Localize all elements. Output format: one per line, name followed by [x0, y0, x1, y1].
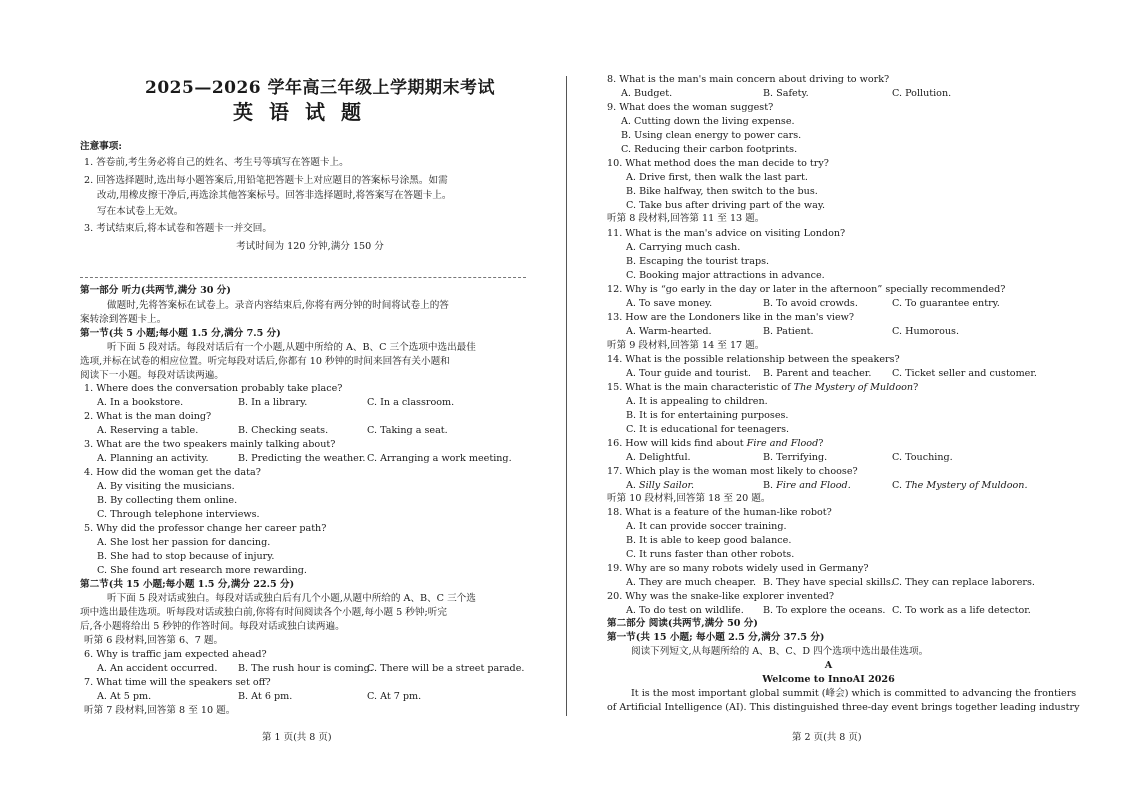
q17-option-c-text: The Mystery of Muldoon. [905, 480, 1028, 491]
question-19: 19. Why are so many robots widely used in Germany? [607, 563, 869, 574]
page-number-left: 第 1 页(共 8 页) [262, 732, 332, 743]
q16-option-b: B. Terrifying. [763, 452, 828, 463]
q5-option-b: B. She had to stop because of injury. [97, 551, 275, 562]
question-16-end: ? [818, 438, 824, 449]
material-7-heading: 听第 7 段材料,回答第 8 至 10 题。 [84, 705, 236, 716]
material-6-heading: 听第 6 段材料,回答第 6、7 题。 [84, 635, 224, 646]
section-rule [80, 277, 526, 278]
q10-option-c: C. Take bus after driving part of the way. [626, 200, 826, 211]
q7-option-c: C. At 7 pm. [367, 691, 422, 702]
q13-option-b: B. Patient. [763, 326, 814, 337]
part2-heading: 第二部分 阅读(共两节,满分 50 分) [607, 618, 758, 629]
q18-option-b: B. It is able to keep good balance. [626, 535, 792, 546]
q11-option-b: B. Escaping the tourist traps. [626, 256, 770, 267]
note-2b: 改动,用橡皮擦干净后,再选涂其他答案标号。回答非选择题时,将答案写在答题卡上。 [97, 190, 452, 201]
q12-option-b: B. To avoid crowds. [763, 298, 858, 309]
passage-title: Welcome to InnoAI 2026 [762, 674, 895, 685]
passage-line-1: It is the most important global summit (峰会) which is committed to advancing the frontiers [631, 688, 1077, 699]
part1-heading: 第一部分 听力(共两节,满分 30 分) [80, 285, 231, 296]
q20-option-c: C. To work as a life detector. [892, 605, 1031, 616]
question-16-play-title: Fire and Flood [746, 438, 819, 449]
q14-option-a: A. Tour guide and tourist. [626, 368, 751, 379]
question-3: 3. What are the two speakers mainly talking about? [84, 439, 336, 450]
q19-option-a: A. They are much cheaper. [626, 577, 757, 588]
q17-option-b [763, 479, 851, 493]
q17-option-b-text: Fire and Flood. [776, 480, 851, 491]
question-8: 8. What is the man's main concern about driving to work? [607, 74, 890, 85]
q14-option-b: B. Parent and teacher. [763, 368, 872, 379]
question-15-text: 15. What is the main characteristic of [607, 382, 794, 393]
q4-option-c: C. Through telephone interviews. [97, 509, 260, 520]
material-8-heading: 听第 8 段材料,回答第 11 至 13 题。 [607, 213, 765, 224]
q18-option-c: C. It runs faster than other robots. [626, 549, 795, 560]
column-divider [566, 76, 567, 716]
note-1: 1. 答卷前,考生务必将自己的姓名、考生号等填写在答题卡上。 [84, 157, 349, 168]
q15-option-a: A. It is appealing to children. [626, 396, 768, 407]
q16-option-c: C. Touching. [892, 452, 953, 463]
question-14: 14. What is the possible relationship between the speakers? [607, 354, 900, 365]
question-2: 2. What is the man doing? [84, 411, 212, 422]
question-18: 18. What is a feature of the human-like robot? [607, 507, 832, 518]
q12-option-c: C. To guarantee entry. [892, 298, 1000, 309]
q8-option-a: A. Budget. [621, 88, 673, 99]
question-4: 4. How did the woman get the data? [84, 467, 261, 478]
part1-intro-1: 做题时,先将答案标在试卷上。录音内容结束后,你将有两分钟的时间将试卷上的答 [107, 300, 449, 311]
q11-option-a: A. Carrying much cash. [626, 242, 741, 253]
q2-option-b: B. Checking seats. [238, 425, 329, 436]
exam-subject-title: 英语试题 [233, 100, 377, 124]
q15-option-b: B. It is for entertaining purposes. [626, 410, 789, 421]
part1-sec1-intro-3: 阅读下一小题。每段对话读两遍。 [80, 370, 224, 381]
q17-option-a-text: Silly Sailor. [639, 480, 695, 491]
q4-option-a: A. By visiting the musicians. [97, 481, 235, 492]
q2-option-a: A. Reserving a table. [97, 425, 199, 436]
q19-option-c: C. They can replace laborers. [892, 577, 1035, 588]
q13-option-c: C. Humorous. [892, 326, 960, 337]
exam-time: 考试时间为 120 分钟,满分 150 分 [236, 241, 384, 252]
q20-option-b: B. To explore the oceans. [763, 605, 886, 616]
part1-sec1-intro-2: 选项,并标在试卷的相应位置。听完每段对话后,你都有 10 秒钟的时间来回答有关小题和 [80, 356, 450, 367]
part1-sec1-intro-1: 听下面 5 段对话。每段对话后有一个小题,从题中所给的 A、B、C 三个选项中选出最佳 [107, 342, 476, 353]
page-number-right: 第 2 页(共 8 页) [792, 732, 862, 743]
q17-option-c [892, 479, 1028, 493]
question-15 [607, 381, 918, 395]
q5-option-c: C. She found art research more rewarding. [97, 565, 307, 576]
part2-sec1-intro: 阅读下列短文,从每题所给的 A、B、C、D 四个选项中选出最佳选项。 [631, 646, 929, 657]
passage-line-2: of Artificial Intelligence (AI). This distinguished three-day event brings together leading industry [607, 702, 1080, 713]
q1-option-c: C. In a classroom. [367, 397, 455, 408]
q5-option-a: A. She lost her passion for dancing. [97, 537, 271, 548]
question-1: 1. Where does the conversation probably take place? [84, 383, 343, 394]
q7-option-b: B. At 6 pm. [238, 691, 293, 702]
q6-option-b: B. The rush hour is coming. [238, 663, 373, 674]
material-9-heading: 听第 9 段材料,回答第 14 至 17 题。 [607, 340, 765, 351]
part1-sec2-heading: 第二节(共 15 小题;每小题 1.5 分,满分 22.5 分) [80, 579, 295, 590]
question-17: 17. Which play is the woman most likely to choose? [607, 466, 858, 477]
question-20: 20. Why was the snake-like explorer invented? [607, 591, 835, 602]
question-15-end: ? [913, 382, 919, 393]
question-15-play-title: The Mystery of Muldoon [793, 382, 914, 393]
q20-option-a: A. To do test on wildlife. [626, 605, 744, 616]
q1-option-a: A. In a bookstore. [97, 397, 184, 408]
q14-option-c: C. Ticket seller and customer. [892, 368, 1037, 379]
passage-label: A [824, 660, 833, 671]
q8-option-b: B. Safety. [763, 88, 809, 99]
q7-option-a: A. At 5 pm. [97, 691, 152, 702]
q2-option-c: C. Taking a seat. [367, 425, 448, 436]
q17-option-a [626, 479, 694, 493]
notes-heading: 注意事项: [80, 141, 122, 152]
q10-option-b: B. Bike halfway, then switch to the bus. [626, 186, 818, 197]
part1-intro-2: 案转涂到答题卡上。 [80, 314, 167, 325]
q9-option-b: B. Using clean energy to power cars. [621, 130, 802, 141]
question-6: 6. Why is traffic jam expected ahead? [84, 649, 267, 660]
q6-option-c: C. There will be a street parade. [367, 663, 525, 674]
question-9: 9. What does the woman suggest? [607, 102, 774, 113]
q12-option-a: A. To save money. [626, 298, 713, 309]
question-7: 7. What time will the speakers set off? [84, 677, 271, 688]
exam-title: 2025—2026 学年高三年级上学期期末考试 [145, 78, 496, 98]
q3-option-a: A. Planning an activity. [97, 453, 209, 464]
q17-option-a-letter: A. [626, 480, 640, 491]
part2-sec1-heading: 第一节(共 15 小题; 每小题 2.5 分,满分 37.5 分) [607, 632, 825, 643]
q6-option-a: A. An accident occurred. [97, 663, 218, 674]
q10-option-a: A. Drive first, then walk the last part. [626, 172, 808, 183]
question-16-text: 16. How will kids find about [607, 438, 747, 449]
q16-option-a: A. Delightful. [626, 452, 691, 463]
q11-option-c: C. Booking major attractions in advance. [626, 270, 825, 281]
question-13: 13. How are the Londoners like in the man's view? [607, 312, 855, 323]
q17-option-c-letter: C. [892, 480, 906, 491]
question-11: 11. What is the man's advice on visiting London? [607, 228, 846, 239]
q13-option-a: A. Warm-hearted. [626, 326, 712, 337]
note-2c: 写在本试卷上无效。 [97, 206, 184, 217]
q1-option-b: B. In a library. [238, 397, 308, 408]
question-16 [607, 437, 823, 451]
part1-sec2-intro-1: 听下面 5 段对话或独白。每段对话或独白后有几个小题,从题中所给的 A、B、C 三个选 [107, 593, 476, 604]
question-10: 10. What method does the man decide to try? [607, 158, 829, 169]
material-10-heading: 听第 10 段材料,回答第 18 至 20 题。 [607, 493, 771, 504]
part1-sec1-heading: 第一节(共 5 小题;每小题 1.5 分,满分 7.5 分) [80, 328, 281, 339]
q18-option-a: A. It can provide soccer training. [626, 521, 787, 532]
q9-option-c: C. Reducing their carbon footprints. [621, 144, 798, 155]
question-12: 12. Why is “go early in the day or later in the afternoon” specially recommended? [607, 284, 1006, 295]
note-2a: 2. 回答选择题时,选出每小题答案后,用铅笔把答题卡上对应题目的答案标号涂黑。如需 [84, 175, 448, 186]
q8-option-c: C. Pollution. [892, 88, 952, 99]
q3-option-b: B. Predicting the weather. [238, 453, 366, 464]
q3-option-c: C. Arranging a work meeting. [367, 453, 512, 464]
part1-sec2-intro-2: 项中选出最佳选项。听每段对话或独白前,你将有时间阅读各个小题,每小题 5 秒钟;听完 [80, 607, 447, 618]
note-3: 3. 考试结束后,将本试卷和答题卡一并交回。 [84, 223, 272, 234]
q19-option-b: B. They have special skills. [763, 577, 894, 588]
part1-sec2-intro-3: 后,各小题将给出 5 秒钟的作答时间。每段对话或独白读两遍。 [80, 621, 345, 632]
q15-option-c: C. It is educational for teenagers. [626, 424, 790, 435]
q17-option-b-letter: B. [763, 480, 777, 491]
q4-option-b: B. By collecting them online. [97, 495, 238, 506]
q9-option-a: A. Cutting down the living expense. [621, 116, 795, 127]
question-5: 5. Why did the professor change her career path? [84, 523, 327, 534]
